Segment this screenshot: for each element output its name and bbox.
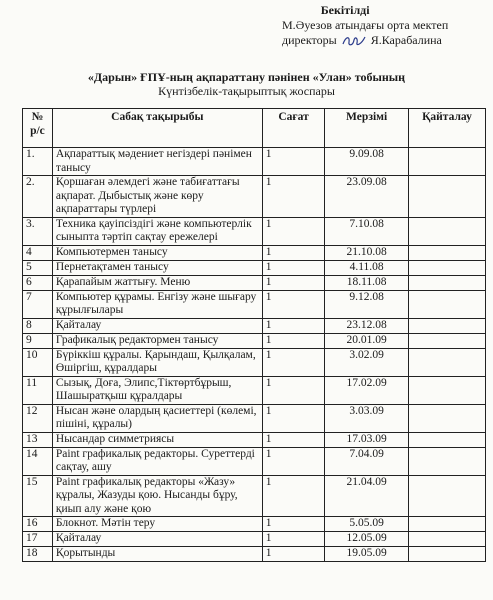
row-date: 17.03.09 — [325, 432, 409, 447]
row-topic: Пернетақтамен танысу — [52, 260, 262, 275]
row-no: 1. — [23, 148, 53, 176]
director-label: директоры — [282, 33, 337, 47]
row-repeat — [408, 517, 485, 532]
table-row — [23, 475, 486, 517]
table-row — [23, 432, 486, 447]
approval-block — [282, 3, 448, 48]
table-header-row — [23, 109, 486, 148]
row-topic: Бүріккіш құралы. Қарындаш, Қылқалам, Өшіргіш, құралдары — [52, 348, 262, 376]
table-row — [23, 404, 486, 432]
row-date: 3.03.09 — [325, 404, 409, 432]
row-hours: 1 — [262, 176, 325, 218]
row-hours: 1 — [262, 348, 325, 376]
row-topic: Қайталау — [52, 318, 262, 333]
row-hours: 1 — [262, 290, 325, 318]
row-repeat — [408, 318, 485, 333]
row-date: 19.05.09 — [325, 547, 409, 562]
row-repeat — [408, 148, 485, 176]
row-no: 7 — [23, 290, 53, 318]
row-repeat — [408, 260, 485, 275]
row-topic: Paint графикалық редакторы. Суреттерді сақтау, ашу — [52, 447, 262, 475]
row-repeat — [408, 217, 485, 245]
row-hours: 1 — [262, 532, 325, 547]
row-no: 9 — [23, 333, 53, 348]
row-date: 20.01.09 — [325, 333, 409, 348]
row-repeat — [408, 547, 485, 562]
row-hours: 1 — [262, 148, 325, 176]
row-no: 16 — [23, 517, 53, 532]
row-date: 12.05.09 — [325, 532, 409, 547]
row-no: 15 — [23, 475, 53, 517]
col-repeat: Қайталау — [408, 109, 485, 148]
row-repeat — [408, 475, 485, 517]
row-no: 5 — [23, 260, 53, 275]
row-date: 7.10.08 — [325, 217, 409, 245]
plan-table-body — [23, 148, 486, 562]
row-topic: Компьютермен танысу — [52, 245, 262, 260]
row-date: 9.12.08 — [325, 290, 409, 318]
row-date: 21.10.08 — [325, 245, 409, 260]
plan-table — [22, 108, 486, 562]
row-hours: 1 — [262, 245, 325, 260]
row-date: 23.09.08 — [325, 176, 409, 218]
table-row — [23, 517, 486, 532]
table-row — [23, 318, 486, 333]
director-line — [282, 33, 448, 48]
row-topic: Блокнот. Мәтін теру — [52, 517, 262, 532]
table-row — [23, 547, 486, 562]
row-no: 13 — [23, 432, 53, 447]
row-no: 17 — [23, 532, 53, 547]
table-row — [23, 348, 486, 376]
row-repeat — [408, 275, 485, 290]
row-repeat — [408, 176, 485, 218]
row-date: 21.04.09 — [325, 475, 409, 517]
approval-title: Бекітілді — [320, 3, 370, 17]
row-hours: 1 — [262, 475, 325, 517]
row-repeat — [408, 333, 485, 348]
col-topic: Сабақ тақырыбы — [52, 109, 262, 148]
table-row — [23, 245, 486, 260]
row-no: 8 — [23, 318, 53, 333]
col-hours: Сағат — [262, 109, 325, 148]
row-topic: Ақпараттық мәдениет негіздері пәнімен танысу — [52, 148, 262, 176]
table-row — [23, 532, 486, 547]
row-repeat — [408, 432, 485, 447]
row-hours: 1 — [262, 404, 325, 432]
row-topic: Компьютер құрамы. Енгізу және шығару құрылғылары — [52, 290, 262, 318]
row-date: 23.12.08 — [325, 318, 409, 333]
row-topic: Сызық, Доға, Элипс,Тіктөртбұрыш, Шашыратқыш құралдары — [52, 376, 262, 404]
row-no: 14 — [23, 447, 53, 475]
document-header — [0, 70, 493, 98]
row-no: 3. — [23, 217, 53, 245]
row-hours: 1 — [262, 547, 325, 562]
col-date: Мерзімі — [325, 109, 409, 148]
row-date: 3.02.09 — [325, 348, 409, 376]
row-topic: Қайталау — [52, 532, 262, 547]
col-no: № р/с — [23, 109, 53, 148]
row-date: 7.04.09 — [325, 447, 409, 475]
row-date: 18.11.08 — [325, 275, 409, 290]
row-hours: 1 — [262, 333, 325, 348]
row-topic: Қарапайым жаттығу. Меню — [52, 275, 262, 290]
row-topic: Қорытынды — [52, 547, 262, 562]
row-date: 5.05.09 — [325, 517, 409, 532]
row-repeat — [408, 376, 485, 404]
row-topic: Графикалық редактормен танысу — [52, 333, 262, 348]
header-line-1: «Дарын» ҒПҰ-ның ақпараттану пәнінен «Улан» тобының — [87, 70, 406, 84]
row-hours: 1 — [262, 432, 325, 447]
school-line: М.Әуезов атындағы орта мектеп — [282, 18, 449, 32]
row-hours: 1 — [262, 376, 325, 404]
row-no: 10 — [23, 348, 53, 376]
row-date: 4.11.08 — [325, 260, 409, 275]
table-row — [23, 148, 486, 176]
table-row — [23, 447, 486, 475]
table-row — [23, 275, 486, 290]
row-topic: Paint графикалық редакторы «Жазу» құралы, Жазуды қою. Нысанды бұру, қиып алу және қою — [52, 475, 262, 517]
row-topic: Нысандар симметриясы — [52, 432, 262, 447]
row-topic: Қоршаған әлемдегі және табиғаттағы ақпарат. Дыбыстық және көру ақпараттары түрлері — [52, 176, 262, 218]
row-topic: Нысан және олардың қасиеттері (көлемі, пішіні, құралы) — [52, 404, 262, 432]
header-line-2: Күнтізбелік-тақырыптық жоспары — [158, 84, 335, 98]
row-hours: 1 — [262, 447, 325, 475]
table-row — [23, 333, 486, 348]
row-no: 18 — [23, 547, 53, 562]
row-repeat — [408, 290, 485, 318]
row-no: 11 — [23, 376, 53, 404]
row-repeat — [408, 447, 485, 475]
row-no: 4 — [23, 245, 53, 260]
row-no: 6 — [23, 275, 53, 290]
table-row — [23, 376, 486, 404]
row-topic: Техника қауіпсіздігі және компьютерлік сыныпта тәртіп сақтау ережелері — [52, 217, 262, 245]
row-hours: 1 — [262, 517, 325, 532]
row-repeat — [408, 404, 485, 432]
director-name: Я.Карабалина — [370, 33, 442, 47]
row-hours: 1 — [262, 217, 325, 245]
table-row — [23, 260, 486, 275]
table-row — [23, 176, 486, 218]
row-no: 12 — [23, 404, 53, 432]
row-no: 2. — [23, 176, 53, 218]
row-date: 17.02.09 — [325, 376, 409, 404]
table-row — [23, 217, 486, 245]
row-repeat — [408, 245, 485, 260]
table-row — [23, 290, 486, 318]
signature-icon — [341, 34, 367, 48]
row-hours: 1 — [262, 318, 325, 333]
row-hours: 1 — [262, 275, 325, 290]
row-repeat — [408, 532, 485, 547]
row-date: 9.09.08 — [325, 148, 409, 176]
row-hours: 1 — [262, 260, 325, 275]
row-repeat — [408, 348, 485, 376]
